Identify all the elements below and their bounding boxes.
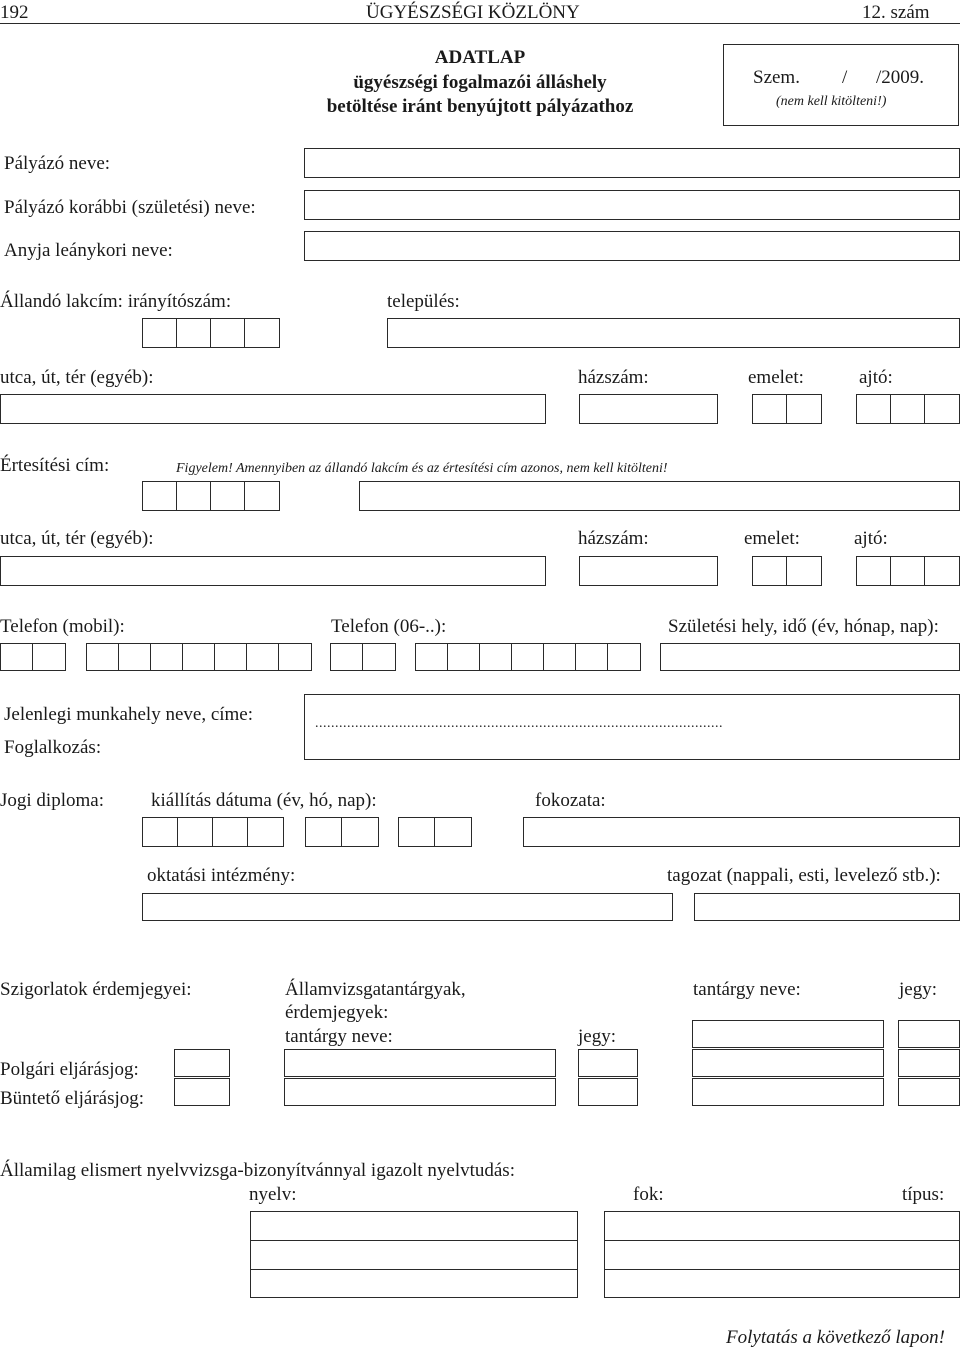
exam-grade-label: jegy: [578,1026,616,1047]
institution-label: oktatási intézmény: [147,865,296,886]
former-name-label: Pályázó korábbi (születési) neve: [4,197,256,218]
mobile-phone-label: Telefon (mobil): [0,616,125,637]
birth-place-date-field[interactable] [660,643,960,671]
applicant-name-label: Pályázó neve: [4,153,111,174]
landline-phone-label: Telefon (06-..): [331,616,447,637]
subject-label-right: tantárgy neve: [693,979,801,1000]
floor-label: emelet: [748,367,804,388]
right-grade-field-3[interactable] [898,1078,960,1106]
civil-procedure-grade-field[interactable] [174,1049,230,1077]
settlement-field[interactable] [387,318,960,348]
notification-note: Figyelem! Amennyiben az állandó lakcím és az értesítési cím azonos, nem kell kitölteni! [176,461,668,476]
issue-date-label: kiállítás dátuma (év, hó, nap): [151,790,377,811]
occupation-label: Foglalkozás: [4,737,102,758]
language-level-field-2[interactable] [604,1240,960,1270]
language-level-field-3[interactable] [604,1269,960,1298]
civil-procedure-label: Polgári eljárásjog: [0,1059,139,1080]
issue-month-field[interactable] [305,817,379,847]
workplace-occupation-field[interactable] [304,694,960,760]
course-type-label: tagozat (nappali, esti, levelező stb.): [667,865,941,886]
subject-field-2[interactable] [284,1078,556,1106]
language-skills-label: Államilag elismert nyelvvizsga-bizonyítvánnyal igazolt nyelvtudás: [0,1160,515,1181]
language-level-label: fok: [633,1184,664,1205]
grade-field-1[interactable] [578,1049,638,1077]
house-number-field[interactable] [579,394,718,424]
street-label: utca, út, tér (egyéb): [0,367,154,388]
notification-house-field[interactable] [579,556,718,586]
journal-title: ÜGYÉSZSÉGI KÖZLÖNY [366,2,580,23]
street-field[interactable] [0,394,546,424]
subject-field-1[interactable] [284,1049,556,1077]
form-subtitle-2: betöltése iránt benyújtott pályázathoz [326,96,634,117]
notification-house-label: házszám: [578,528,649,549]
notification-address-label: Értesítési cím: [0,455,110,476]
postal-code-field[interactable] [142,318,280,348]
language-label: nyelv: [249,1184,297,1205]
course-type-field[interactable] [694,893,960,921]
ref-year: /2009. [876,67,925,88]
mother-name-field[interactable] [304,231,960,261]
notification-floor-label: emelet: [744,528,800,549]
grade-field-2[interactable] [578,1078,638,1106]
workplace-dots: ...................................................................................................... [315,716,723,731]
language-field-1[interactable] [250,1211,578,1241]
permanent-address-label: Állandó lakcím: irányítószám: [0,291,232,312]
notification-door-label: ajtó: [854,528,888,549]
header-divider [0,23,960,24]
grade-label-right: jegy: [899,979,937,1000]
house-number-label: házszám: [578,367,649,388]
applicant-name-field[interactable] [304,148,960,178]
right-grade-field-2[interactable] [898,1049,960,1077]
language-field-3[interactable] [250,1269,578,1298]
issue-number: 12. szám [862,2,930,23]
grade-label: fokozata: [535,790,606,811]
former-name-field[interactable] [304,190,960,220]
criminal-procedure-label: Büntető eljárásjog: [0,1088,145,1109]
continued-note: Folytatás a következő lapon! [726,1327,945,1348]
birth-place-date-label: Születési hely, idő (év, hónap, nap): [668,616,939,637]
right-subject-field-2[interactable] [692,1049,884,1077]
notification-settlement-field[interactable] [359,481,960,511]
floor-field[interactable] [752,394,822,424]
reference-box[interactable] [723,44,959,126]
ref-note: (nem kell kitölteni!) [776,94,887,109]
notification-postal-code-field[interactable] [142,481,280,511]
certificate-type-label: típus: [902,1184,945,1205]
notification-floor-field[interactable] [752,556,822,586]
language-level-field-1[interactable] [604,1211,960,1241]
door-label: ajtó: [859,367,893,388]
mother-name-label: Anyja leánykori neve: [4,240,173,261]
mobile-number-field[interactable] [86,643,312,671]
right-subject-field-3[interactable] [692,1078,884,1106]
landline-area-code-field[interactable] [330,643,396,671]
law-diploma-label: Jogi diploma: [0,790,104,811]
grade-field[interactable] [523,817,960,847]
mobile-prefix-field[interactable] [0,643,66,671]
ref-slash: / [842,67,848,88]
strict-exams-label: Szigorlatok érdemjegyei: [0,979,192,1000]
subject-label: tantárgy neve: [285,1026,393,1047]
page-number: 192 [0,2,29,23]
landline-number-field[interactable] [415,643,641,671]
criminal-procedure-grade-field[interactable] [174,1078,230,1106]
door-field[interactable] [856,394,960,424]
form-subtitle-1: ügyészségi fogalmazói álláshely [353,72,607,93]
ref-label: Szem. [753,67,800,88]
notification-street-field[interactable] [0,556,546,586]
form-title: ADATLAP [434,47,526,68]
state-exam-label-1: Államvizsgatantárgyak, [285,979,466,1000]
institution-field[interactable] [142,893,673,921]
workplace-label: Jelenlegi munkahely neve, címe: [4,704,254,725]
right-subject-field-1[interactable] [692,1020,884,1048]
state-exam-label-2: érdemjegyek: [285,1002,389,1023]
right-grade-field-1[interactable] [898,1020,960,1048]
language-field-2[interactable] [250,1240,578,1270]
issue-day-field[interactable] [398,817,472,847]
notification-door-field[interactable] [856,556,960,586]
settlement-label: település: [387,291,460,312]
issue-year-field[interactable] [142,817,284,847]
notification-street-label: utca, út, tér (egyéb): [0,528,154,549]
